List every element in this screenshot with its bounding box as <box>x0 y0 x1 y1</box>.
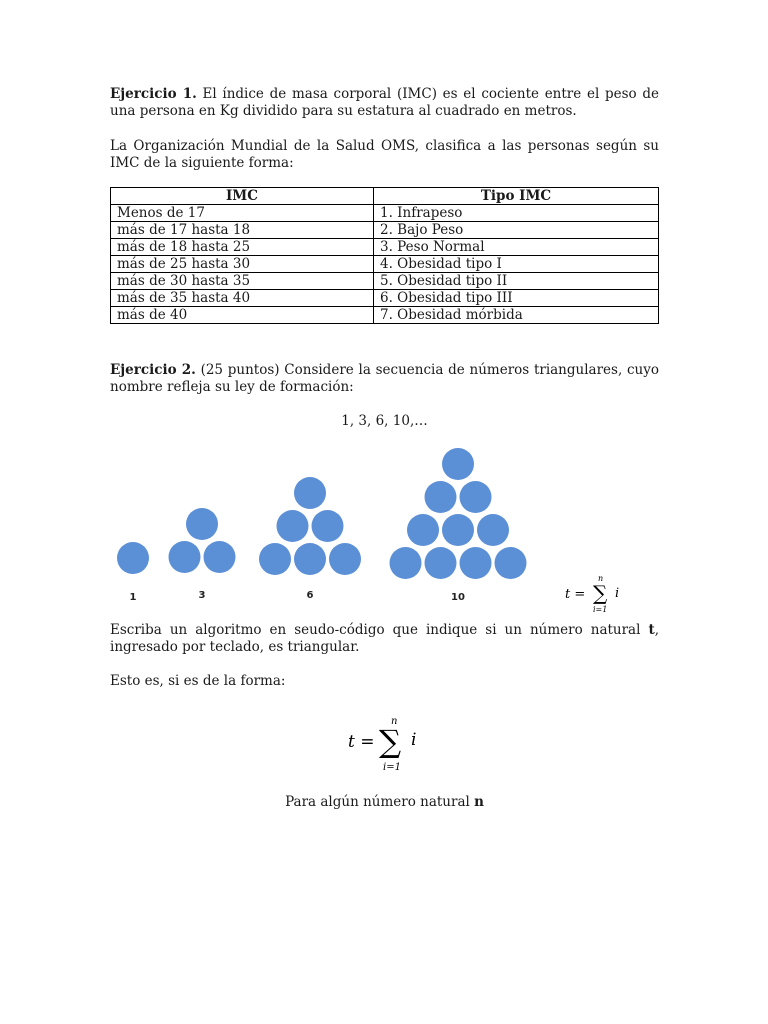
triangle-dot <box>186 508 218 540</box>
table-cell: 7. Obesidad mórbida <box>374 307 659 324</box>
algorithm-paragraph <box>110 622 659 656</box>
triangle-dot <box>477 514 509 546</box>
triangle-dot <box>460 481 492 513</box>
table-cell: 4. Obesidad tipo I <box>374 256 659 273</box>
triangle-dot <box>460 547 492 579</box>
formula-small-lower: i=1 <box>593 605 608 614</box>
natural-number-text: Para algún número natural <box>285 794 475 810</box>
form-paragraph: Esto es, si es de la forma: <box>110 673 286 689</box>
table-cell: 2. Bajo Peso <box>374 222 659 239</box>
triangle-dot <box>425 481 457 513</box>
triangle-dot <box>329 543 361 575</box>
triangle-label-6: 6 <box>306 590 314 601</box>
summation-formula-large <box>345 715 435 775</box>
sequence-text: 1, 3, 6, 10,… <box>341 413 428 429</box>
table-cell: Menos de 17 <box>111 205 374 222</box>
triangle-dot <box>425 547 457 579</box>
table-cell: más de 30 hasta 35 <box>111 273 374 290</box>
table-header-tipo: Tipo IMC <box>374 188 659 205</box>
triangle-dot <box>259 543 291 575</box>
triangle-dot <box>442 448 474 480</box>
exercise-2-label: Ejercicio 2. <box>110 362 196 378</box>
summation-formula-small <box>565 575 635 615</box>
exercise-2-text: (25 puntos) Considere la secuencia de números triangulares, cuyo nombre refleja su ley de formación: <box>110 362 659 395</box>
formula-small-upper: n <box>598 574 604 583</box>
triangle-dot <box>407 514 439 546</box>
triangle-dot <box>117 542 149 574</box>
triangle-label-1: 1 <box>129 592 137 603</box>
exercise-1-intro: La Organización Mundial de la Salud OMS, clasifica a las personas según su IMC de la siguiente forma: <box>110 138 659 171</box>
table-header-imc: IMC <box>111 188 374 205</box>
exercise-1-label: Ejercicio 1. <box>110 86 197 102</box>
table-cell: 3. Peso Normal <box>374 239 659 256</box>
triangle-dot <box>204 541 236 573</box>
circle-groups <box>117 448 527 579</box>
triangle-dot <box>294 543 326 575</box>
table-cell: más de 35 hasta 40 <box>111 290 374 307</box>
triangle-dot <box>312 510 344 542</box>
table-cell: 1. Infrapeso <box>374 205 659 222</box>
table-cell: más de 25 hasta 30 <box>111 256 374 273</box>
triangle-dot <box>390 547 422 579</box>
table-cell: más de 17 hasta 18 <box>111 222 374 239</box>
triangle-dot <box>277 510 309 542</box>
triangle-dot <box>495 547 527 579</box>
formula-large-lower: i=1 <box>383 762 401 773</box>
table-cell: 5. Obesidad tipo II <box>374 273 659 290</box>
formula-large-lhs: t = <box>348 732 375 752</box>
algorithm-text-end: , ingresado por teclado, es triangular. <box>110 622 659 655</box>
algorithm-text-start: Escriba un algoritmo en seudo-código que indique si un número natural <box>110 622 649 638</box>
formula-small-lhs: t = <box>565 587 586 602</box>
algorithm-variable-t: t <box>648 622 655 638</box>
formula-large-term: i <box>411 730 417 750</box>
table-cell: más de 40 <box>111 307 374 324</box>
formula-large-upper: n <box>391 716 398 727</box>
formula-small-term: i <box>615 586 620 601</box>
triangle-dot <box>442 514 474 546</box>
table-cell: 6. Obesidad tipo III <box>374 290 659 307</box>
sigma-icon: ∑ <box>379 724 402 760</box>
natural-number-line <box>110 794 659 811</box>
sigma-icon: ∑ <box>593 581 608 605</box>
triangle-label-3: 3 <box>198 590 206 601</box>
table-cell: más de 18 hasta 25 <box>111 239 374 256</box>
exercise-1-text: El índice de masa corporal (IMC) es el cociente entre el peso de una persona en Kg dividido para su estatura al cuadrado en metros. <box>110 86 659 119</box>
triangle-dot <box>169 541 201 573</box>
natural-number-n: n <box>474 794 484 810</box>
triangle-label-10: 10 <box>451 592 465 603</box>
triangle-dot <box>294 477 326 509</box>
